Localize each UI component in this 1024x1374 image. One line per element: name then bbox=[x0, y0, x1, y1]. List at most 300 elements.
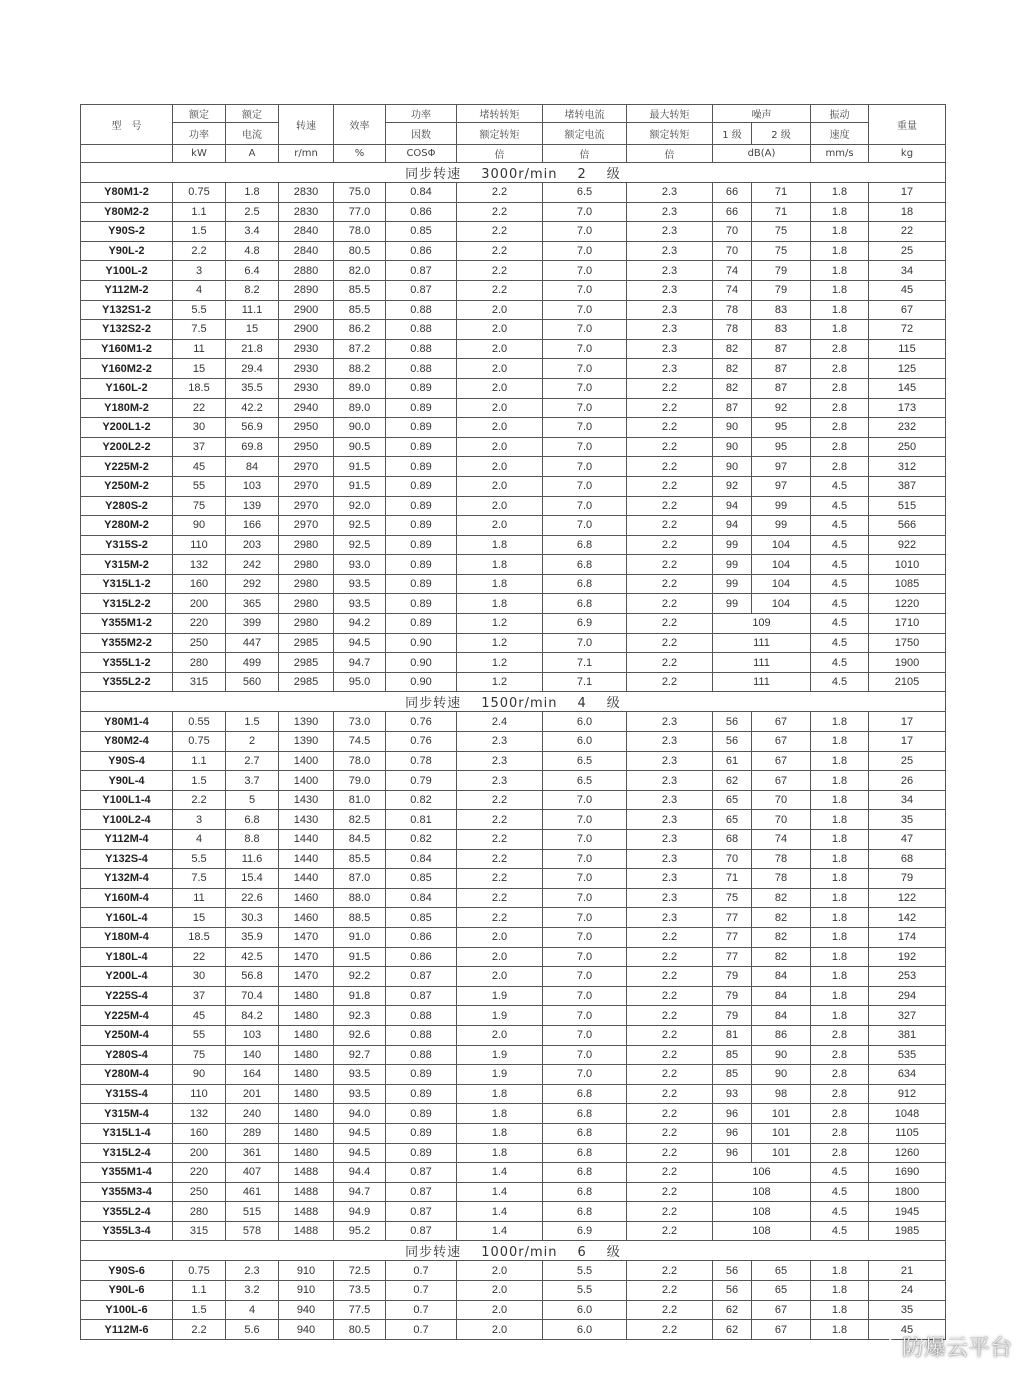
table-row bbox=[81, 398, 946, 418]
table-cell: 160 bbox=[173, 1123, 226, 1143]
table-cell: 280 bbox=[173, 1202, 226, 1222]
table-cell: 1480 bbox=[279, 1006, 334, 1026]
table-cell: 2840 bbox=[279, 241, 334, 261]
watermark bbox=[872, 1331, 1012, 1362]
section-speed: 3000r/min bbox=[481, 167, 558, 182]
table-cell: 1.2 bbox=[457, 672, 543, 692]
model-cell: Y200L1-2 bbox=[81, 418, 173, 438]
table-cell: 70.4 bbox=[226, 986, 279, 1006]
table-cell: 88.2 bbox=[334, 359, 386, 379]
table-cell: 92.3 bbox=[334, 1006, 386, 1026]
table-cell: 1480 bbox=[279, 1123, 334, 1143]
weibo-logo-icon bbox=[872, 1338, 898, 1358]
table-cell: 312 bbox=[869, 457, 946, 477]
table-cell: 140 bbox=[226, 1045, 279, 1065]
model-cell: Y100L-6 bbox=[81, 1300, 173, 1320]
table-cell: 315 bbox=[173, 672, 226, 692]
table-cell: 85 bbox=[713, 1065, 752, 1085]
table-row bbox=[81, 280, 946, 300]
table-cell: 2900 bbox=[279, 300, 334, 320]
model-cell: Y225S-4 bbox=[81, 986, 173, 1006]
table-cell: 2.0 bbox=[457, 359, 543, 379]
model-cell: Y160L-4 bbox=[81, 908, 173, 928]
table-cell: 2.3 bbox=[627, 888, 713, 908]
section-header-row bbox=[81, 163, 946, 183]
table-cell: 0.87 bbox=[386, 280, 457, 300]
table-row bbox=[81, 1143, 946, 1163]
table-row bbox=[81, 300, 946, 320]
table-cell: 1105 bbox=[869, 1123, 946, 1143]
model-cell: Y160M1-2 bbox=[81, 339, 173, 359]
model-cell: Y132S1-2 bbox=[81, 300, 173, 320]
table-cell: 2.2 bbox=[457, 869, 543, 889]
section-poles: 6 bbox=[577, 1245, 587, 1261]
table-cell: 0.75 bbox=[173, 732, 226, 752]
table-cell: 56 bbox=[713, 1281, 752, 1301]
table-cell: 6.8 bbox=[543, 1143, 627, 1163]
table-cell: 21 bbox=[869, 1261, 946, 1281]
unit-torque-ratio: 倍 bbox=[457, 145, 543, 163]
table-cell: 7.0 bbox=[543, 378, 627, 398]
table-row bbox=[81, 1006, 946, 1026]
table-row bbox=[81, 1300, 946, 1320]
table-cell: 93.5 bbox=[334, 1065, 386, 1085]
table-cell: 5.6 bbox=[226, 1320, 279, 1340]
table-cell: 1.8 bbox=[226, 183, 279, 203]
table-cell: 7.0 bbox=[543, 202, 627, 222]
table-row bbox=[81, 947, 946, 967]
table-cell: 0.88 bbox=[386, 1006, 457, 1026]
model-cell: Y90S-2 bbox=[81, 222, 173, 242]
table-cell: 94.4 bbox=[334, 1163, 386, 1183]
table-cell: 82.0 bbox=[334, 261, 386, 281]
table-cell: 99 bbox=[752, 516, 811, 536]
table-cell: 0.89 bbox=[386, 496, 457, 516]
table-cell: 1.4 bbox=[457, 1221, 543, 1241]
header-max-torque-1: 最大转矩 bbox=[627, 105, 713, 123]
table-cell: 2.2 bbox=[627, 398, 713, 418]
table-cell: 0.82 bbox=[386, 830, 457, 850]
table-cell: 2.3 bbox=[627, 359, 713, 379]
table-cell: 2970 bbox=[279, 457, 334, 477]
table-cell: 1.8 bbox=[811, 849, 869, 869]
table-cell: 2980 bbox=[279, 574, 334, 594]
table-cell: 3.7 bbox=[226, 771, 279, 791]
model-cell: Y280M-2 bbox=[81, 516, 173, 536]
table-cell: 0.82 bbox=[386, 790, 457, 810]
table-cell: 535 bbox=[869, 1045, 946, 1065]
table-cell: 2.8 bbox=[811, 359, 869, 379]
table-cell: 7.0 bbox=[543, 1006, 627, 1026]
table-cell: 78 bbox=[713, 300, 752, 320]
table-cell: 0.89 bbox=[386, 476, 457, 496]
table-cell: 94.5 bbox=[334, 1123, 386, 1143]
header-vibration-1: 振动 bbox=[811, 105, 869, 123]
table-cell: 1.1 bbox=[173, 751, 226, 771]
table-cell: 2.2 bbox=[457, 222, 543, 242]
table-cell: 1.9 bbox=[457, 1006, 543, 1026]
table-cell: 84.5 bbox=[334, 830, 386, 850]
table-cell: 4.5 bbox=[811, 614, 869, 634]
table-cell: 71 bbox=[752, 183, 811, 203]
table-cell: 15 bbox=[173, 908, 226, 928]
table-cell: 232 bbox=[869, 418, 946, 438]
table-cell: 2.2 bbox=[627, 1143, 713, 1163]
table-cell: 21.8 bbox=[226, 339, 279, 359]
table-cell: 15 bbox=[173, 359, 226, 379]
table-cell: 0.85 bbox=[386, 222, 457, 242]
table-cell: 2.3 bbox=[627, 300, 713, 320]
table-cell: 2.2 bbox=[627, 1084, 713, 1104]
table-cell: 2.0 bbox=[457, 516, 543, 536]
table-cell: 2.2 bbox=[173, 241, 226, 261]
table-cell: 142 bbox=[869, 908, 946, 928]
table-cell: 82.5 bbox=[334, 810, 386, 830]
table-cell: 62 bbox=[713, 1320, 752, 1340]
table-cell: 174 bbox=[869, 927, 946, 947]
section-title bbox=[81, 692, 946, 712]
table-cell: 1.8 bbox=[811, 771, 869, 791]
table-cell: 2.0 bbox=[457, 476, 543, 496]
header-max-torque-2: 额定转矩 bbox=[627, 123, 713, 145]
table-cell: 461 bbox=[226, 1182, 279, 1202]
table-cell: 7.5 bbox=[173, 869, 226, 889]
table-cell: 3 bbox=[173, 261, 226, 281]
table-cell: 1710 bbox=[869, 614, 946, 634]
table-cell: 242 bbox=[226, 555, 279, 575]
table-cell: 3.4 bbox=[226, 222, 279, 242]
table-cell: 2.0 bbox=[457, 947, 543, 967]
table-cell: 35.9 bbox=[226, 927, 279, 947]
table-row bbox=[81, 418, 946, 438]
table-cell: 1085 bbox=[869, 574, 946, 594]
table-cell: 90 bbox=[752, 1065, 811, 1085]
table-cell: 139 bbox=[226, 496, 279, 516]
table-cell: 2.0 bbox=[457, 339, 543, 359]
table-row bbox=[81, 183, 946, 203]
table-cell: 1.4 bbox=[457, 1163, 543, 1183]
table-cell: 30.3 bbox=[226, 908, 279, 928]
table-cell: 77 bbox=[713, 947, 752, 967]
table-cell: 2980 bbox=[279, 614, 334, 634]
table-cell: 86.2 bbox=[334, 320, 386, 340]
table-cell: 17 bbox=[869, 183, 946, 203]
table-cell: 88.0 bbox=[334, 888, 386, 908]
table-cell: 92.5 bbox=[334, 516, 386, 536]
table-row bbox=[81, 908, 946, 928]
unit-noise: dB(A) bbox=[713, 145, 811, 163]
table-cell: 45 bbox=[173, 1006, 226, 1026]
table-cell: 94.9 bbox=[334, 1202, 386, 1222]
table-cell: 0.90 bbox=[386, 633, 457, 653]
table-cell: 81 bbox=[713, 1025, 752, 1045]
table-cell: 79 bbox=[869, 869, 946, 889]
table-cell: 2.2 bbox=[627, 496, 713, 516]
table-cell: 0.88 bbox=[386, 339, 457, 359]
table-cell: 11 bbox=[173, 888, 226, 908]
table-cell: 0.84 bbox=[386, 183, 457, 203]
table-cell: 4.5 bbox=[811, 633, 869, 653]
table-cell: 166 bbox=[226, 516, 279, 536]
table-cell: 82 bbox=[752, 927, 811, 947]
table-cell: 6.0 bbox=[543, 1320, 627, 1340]
header-locked-current-1: 堵转电流 bbox=[543, 105, 627, 123]
table-cell: 4.5 bbox=[811, 653, 869, 673]
table-cell: 17 bbox=[869, 732, 946, 752]
table-cell: 7.0 bbox=[543, 790, 627, 810]
table-cell: 90.0 bbox=[334, 418, 386, 438]
header-rated-power-1: 额定 bbox=[173, 105, 226, 123]
table-row bbox=[81, 555, 946, 575]
table-cell: 1.8 bbox=[811, 830, 869, 850]
table-cell: 45 bbox=[869, 1320, 946, 1340]
header-weight: 重量 bbox=[869, 105, 946, 145]
table-cell: 2.3 bbox=[627, 869, 713, 889]
table-cell: 67 bbox=[752, 732, 811, 752]
table-cell: 34 bbox=[869, 261, 946, 281]
table-cell: 7.0 bbox=[543, 300, 627, 320]
table-cell: 7.0 bbox=[543, 830, 627, 850]
header-locked-torque-1: 堵转转矩 bbox=[457, 105, 543, 123]
table-cell: 1.2 bbox=[457, 633, 543, 653]
table-cell: 94.5 bbox=[334, 1143, 386, 1163]
table-cell: 104 bbox=[752, 535, 811, 555]
table-cell: 1.8 bbox=[457, 1143, 543, 1163]
table-cell: 6.8 bbox=[543, 1104, 627, 1124]
model-cell: Y112M-6 bbox=[81, 1320, 173, 1340]
model-cell: Y132S-4 bbox=[81, 849, 173, 869]
header-vibration-2: 速度 bbox=[811, 123, 869, 145]
header-locked-current-2: 额定电流 bbox=[543, 123, 627, 145]
table-cell: 2.2 bbox=[627, 927, 713, 947]
table-cell: 82 bbox=[752, 908, 811, 928]
table-cell: 0.89 bbox=[386, 1084, 457, 1104]
table-cell: 77.5 bbox=[334, 1300, 386, 1320]
unit-efficiency: % bbox=[334, 145, 386, 163]
table-cell: 0.84 bbox=[386, 849, 457, 869]
table-cell: 90 bbox=[173, 1065, 226, 1085]
table-cell: 2.8 bbox=[811, 339, 869, 359]
table-cell: 79 bbox=[713, 986, 752, 1006]
table-cell: 84 bbox=[752, 967, 811, 987]
table-cell: 90 bbox=[173, 516, 226, 536]
table-cell: 2830 bbox=[279, 183, 334, 203]
table-cell: 7.0 bbox=[543, 496, 627, 516]
table-cell: 2.0 bbox=[457, 1025, 543, 1045]
table-cell: 62 bbox=[713, 1300, 752, 1320]
table-cell: 2.8 bbox=[811, 1025, 869, 1045]
table-cell: 910 bbox=[279, 1261, 334, 1281]
table-cell: 1.8 bbox=[457, 594, 543, 614]
table-cell: 2.2 bbox=[627, 594, 713, 614]
table-row bbox=[81, 1221, 946, 1241]
table-cell: 1.8 bbox=[457, 535, 543, 555]
table-row bbox=[81, 849, 946, 869]
table-cell: 0.87 bbox=[386, 967, 457, 987]
table-cell: 1470 bbox=[279, 947, 334, 967]
table-cell: 4.5 bbox=[811, 476, 869, 496]
table-cell: 4.5 bbox=[811, 1182, 869, 1202]
table-cell: 2.3 bbox=[627, 849, 713, 869]
table-cell: 250 bbox=[173, 633, 226, 653]
table-cell: 18 bbox=[869, 202, 946, 222]
table-cell: 2980 bbox=[279, 555, 334, 575]
table-cell: 42.5 bbox=[226, 947, 279, 967]
table-cell: 66 bbox=[713, 202, 752, 222]
table-row bbox=[81, 1045, 946, 1065]
table-cell: 1.8 bbox=[811, 202, 869, 222]
table-cell: 566 bbox=[869, 516, 946, 536]
table-cell: 37 bbox=[173, 437, 226, 457]
table-cell: 6.8 bbox=[543, 1084, 627, 1104]
table-cell: 95.2 bbox=[334, 1221, 386, 1241]
table-cell: 22 bbox=[869, 222, 946, 242]
table-cell: 77.0 bbox=[334, 202, 386, 222]
header-power-factor-1: 功率 bbox=[386, 105, 457, 123]
table-cell: 1.2 bbox=[457, 653, 543, 673]
table-cell: 2.8 bbox=[811, 457, 869, 477]
model-cell: Y80M2-4 bbox=[81, 732, 173, 752]
table-cell: 5.5 bbox=[543, 1281, 627, 1301]
table-cell: 7.0 bbox=[543, 320, 627, 340]
model-cell: Y160M2-2 bbox=[81, 359, 173, 379]
table-cell: 2.2 bbox=[627, 574, 713, 594]
table-cell: 68 bbox=[713, 830, 752, 850]
table-cell: 96 bbox=[713, 1104, 752, 1124]
table-cell: 6.0 bbox=[543, 732, 627, 752]
table-cell: 2840 bbox=[279, 222, 334, 242]
table-cell: 2.2 bbox=[627, 1261, 713, 1281]
table-cell: 2.2 bbox=[627, 1065, 713, 1085]
table-cell: 2.2 bbox=[627, 672, 713, 692]
table-cell: 6.5 bbox=[543, 771, 627, 791]
table-cell: 87.0 bbox=[334, 869, 386, 889]
model-cell: Y355L1-2 bbox=[81, 653, 173, 673]
table-cell: 4.5 bbox=[811, 574, 869, 594]
table-cell: 99 bbox=[713, 555, 752, 575]
table-cell: 88.5 bbox=[334, 908, 386, 928]
table-cell: 84 bbox=[752, 986, 811, 1006]
table-cell: 7.1 bbox=[543, 653, 627, 673]
table-cell: 2.2 bbox=[627, 555, 713, 575]
table-cell: 2.2 bbox=[457, 280, 543, 300]
table-cell: 7.0 bbox=[543, 1025, 627, 1045]
table-cell: 75 bbox=[713, 888, 752, 908]
unit-vibration: mm/s bbox=[811, 145, 869, 163]
table-cell: 7.5 bbox=[173, 320, 226, 340]
table-row bbox=[81, 202, 946, 222]
table-cell: 93.0 bbox=[334, 555, 386, 575]
table-cell: 1.5 bbox=[173, 1300, 226, 1320]
table-cell: 940 bbox=[279, 1300, 334, 1320]
table-cell: 87 bbox=[713, 398, 752, 418]
table-cell: 1.2 bbox=[457, 614, 543, 634]
section-label: 同步转速 bbox=[405, 1245, 462, 1261]
table-cell: 7.0 bbox=[543, 280, 627, 300]
table-cell: 2.2 bbox=[627, 653, 713, 673]
table-cell: 45 bbox=[173, 457, 226, 477]
table-cell: 0.89 bbox=[386, 1143, 457, 1163]
table-cell: 145 bbox=[869, 378, 946, 398]
table-cell: 1985 bbox=[869, 1221, 946, 1241]
table-cell: 2.7 bbox=[226, 751, 279, 771]
table-cell: 2.2 bbox=[627, 1123, 713, 1143]
table-cell: 79 bbox=[752, 280, 811, 300]
table-cell: 2930 bbox=[279, 339, 334, 359]
table-cell: 0.88 bbox=[386, 300, 457, 320]
table-cell: 0.87 bbox=[386, 1202, 457, 1222]
table-cell: 2.8 bbox=[811, 1065, 869, 1085]
table-cell: 0.87 bbox=[386, 1182, 457, 1202]
table-cell: 2.3 bbox=[627, 261, 713, 281]
table-cell: 0.75 bbox=[173, 1261, 226, 1281]
table-cell: 2970 bbox=[279, 476, 334, 496]
table-cell: 0.88 bbox=[386, 1025, 457, 1045]
table-cell: 2.0 bbox=[457, 398, 543, 418]
table-cell: 1.5 bbox=[173, 771, 226, 791]
table-cell: 70 bbox=[752, 790, 811, 810]
table-cell: 1.8 bbox=[457, 555, 543, 575]
table-cell: 86 bbox=[752, 1025, 811, 1045]
table-cell: 2890 bbox=[279, 280, 334, 300]
table-cell: 2.2 bbox=[627, 1006, 713, 1026]
table-cell: 74 bbox=[713, 280, 752, 300]
table-cell: 92.0 bbox=[334, 496, 386, 516]
table-cell: 361 bbox=[226, 1143, 279, 1163]
model-cell: Y100L-2 bbox=[81, 261, 173, 281]
table-cell: 66 bbox=[713, 183, 752, 203]
table-cell: 2.0 bbox=[457, 457, 543, 477]
table-cell: 2.2 bbox=[627, 1221, 713, 1241]
table-cell: 22 bbox=[173, 947, 226, 967]
section-speed: 1500r/min bbox=[481, 696, 558, 712]
table-cell: 80.5 bbox=[334, 241, 386, 261]
table-cell: 1.5 bbox=[173, 222, 226, 242]
table-cell: 6.8 bbox=[543, 555, 627, 575]
table-cell: 447 bbox=[226, 633, 279, 653]
table-cell: 7.0 bbox=[543, 888, 627, 908]
table-cell: 1480 bbox=[279, 1045, 334, 1065]
table-cell: 6.8 bbox=[543, 1182, 627, 1202]
table-cell: 4.5 bbox=[811, 496, 869, 516]
table-cell: 0.84 bbox=[386, 888, 457, 908]
model-cell: Y315S-2 bbox=[81, 535, 173, 555]
table-cell: 78.0 bbox=[334, 751, 386, 771]
table-cell: 7.0 bbox=[543, 947, 627, 967]
table-cell: 6.0 bbox=[543, 712, 627, 732]
table-cell: 85 bbox=[713, 1045, 752, 1065]
table-cell: 1.9 bbox=[457, 986, 543, 1006]
table-cell: 73.0 bbox=[334, 712, 386, 732]
table-cell: 2.0 bbox=[457, 418, 543, 438]
table-cell: 7.0 bbox=[543, 1045, 627, 1065]
table-cell: 65 bbox=[713, 790, 752, 810]
table-cell: 87 bbox=[752, 378, 811, 398]
table-cell: 1.4 bbox=[457, 1182, 543, 1202]
table-cell: 2.2 bbox=[627, 476, 713, 496]
table-cell: 1690 bbox=[869, 1163, 946, 1183]
table-cell: 92.7 bbox=[334, 1045, 386, 1065]
model-cell: Y132S2-2 bbox=[81, 320, 173, 340]
table-cell: 560 bbox=[226, 672, 279, 692]
table-row bbox=[81, 1182, 946, 1202]
table-cell: 70 bbox=[713, 222, 752, 242]
table-row bbox=[81, 712, 946, 732]
table-row bbox=[81, 653, 946, 673]
table-cell: 2.0 bbox=[457, 1281, 543, 1301]
table-cell: 5.5 bbox=[173, 300, 226, 320]
table-cell: 67 bbox=[752, 712, 811, 732]
